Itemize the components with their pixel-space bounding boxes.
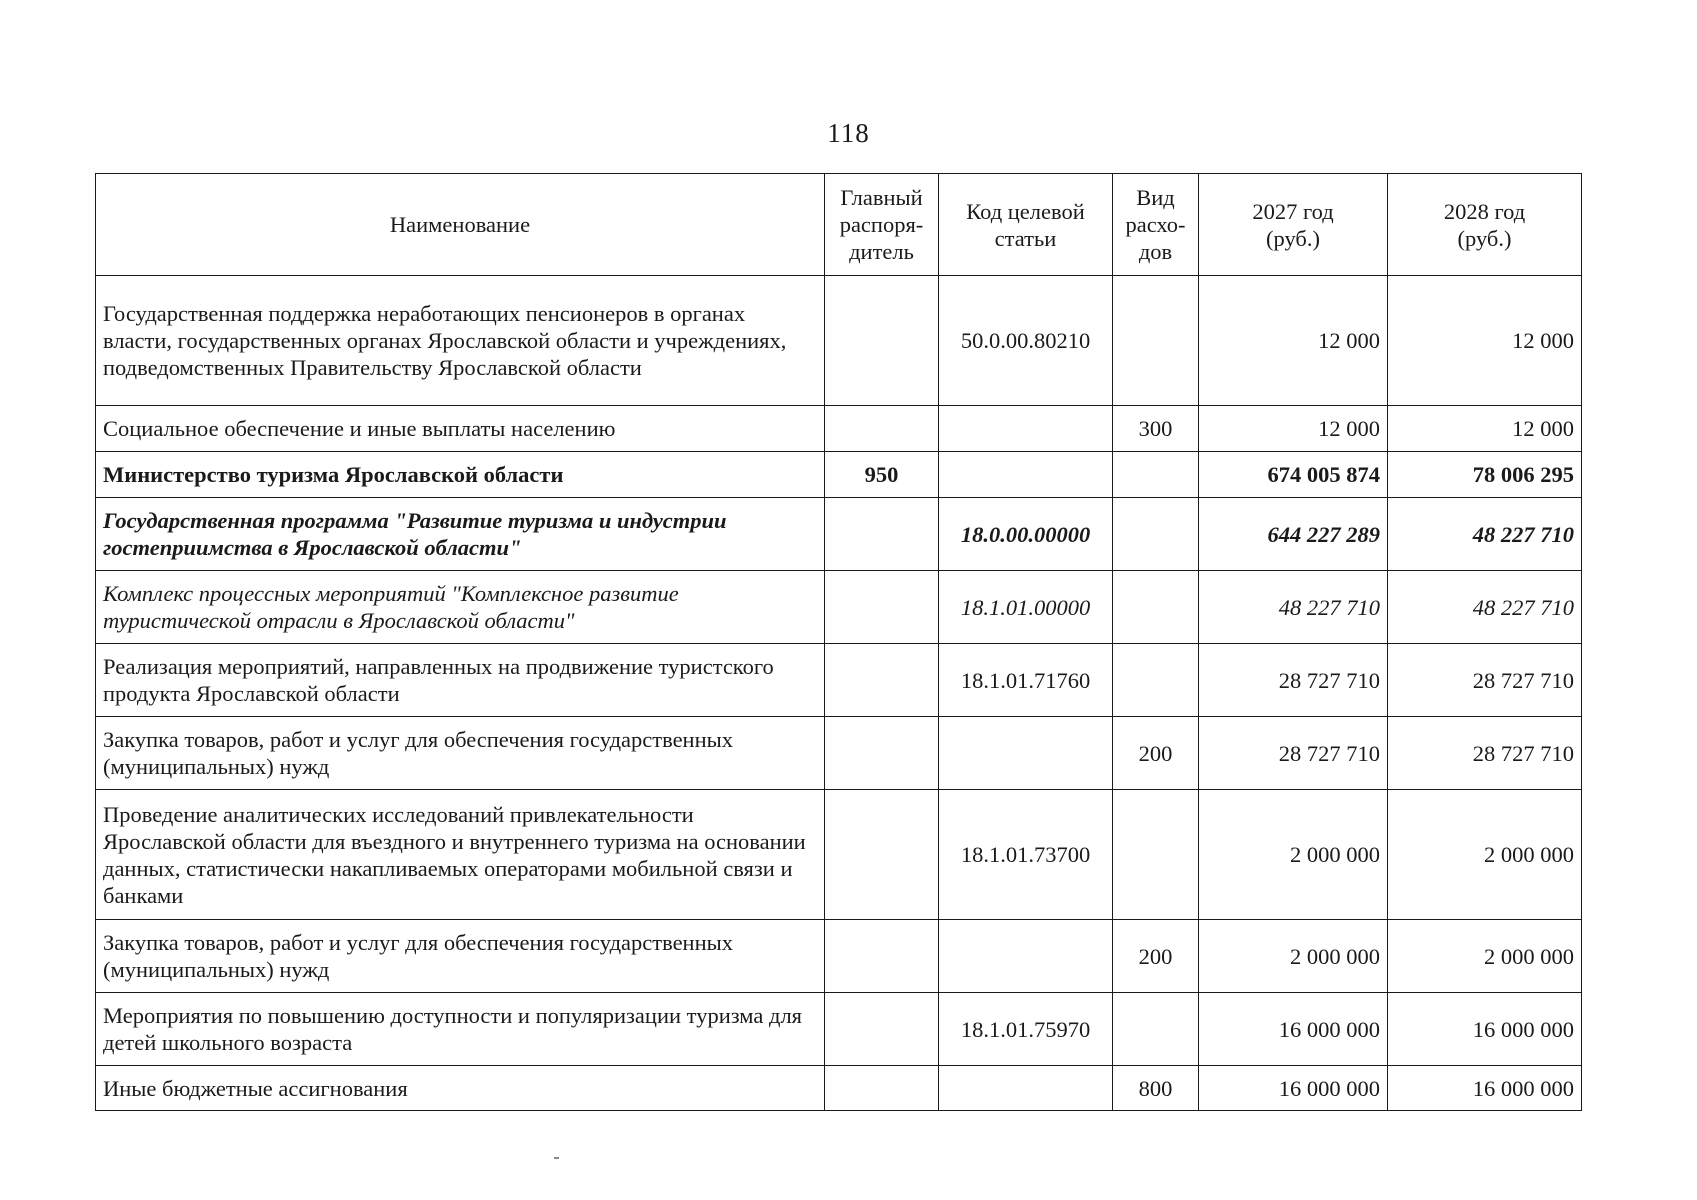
table-row — [96, 717, 1582, 790]
page-number: 118 — [827, 118, 870, 148]
table-row — [96, 1066, 1582, 1111]
row-2028: 16 000 000 — [1388, 1066, 1582, 1111]
scan-speck — [554, 1157, 559, 1159]
row-code: 18.1.01.75970 — [939, 993, 1113, 1066]
row-name: Иные бюджетные ассигнования — [96, 1066, 825, 1111]
table-header-row — [96, 174, 1582, 276]
row-code: 18.0.00.00000 — [939, 498, 1113, 571]
row-type: 800 — [1113, 1066, 1199, 1111]
row-manager — [825, 498, 939, 571]
row-code — [939, 452, 1113, 498]
row-2027: 2 000 000 — [1199, 790, 1388, 920]
row-type — [1113, 498, 1199, 571]
header-year-2027: 2027 год (руб.) — [1199, 174, 1388, 276]
row-2027: 12 000 — [1199, 276, 1388, 406]
header-expense-type: Вид расхо- дов — [1113, 174, 1199, 276]
row-manager: 950 — [825, 452, 939, 498]
row-manager — [825, 644, 939, 717]
header-target-code: Код целевой статьи — [939, 174, 1113, 276]
table-row — [96, 993, 1582, 1066]
row-2028: 16 000 000 — [1388, 993, 1582, 1066]
row-manager — [825, 276, 939, 406]
row-code — [939, 406, 1113, 452]
header-main-manager: Главный распоря- дитель — [825, 174, 939, 276]
table-row — [96, 276, 1582, 406]
row-type — [1113, 790, 1199, 920]
row-name: Комплекс процессных мероприятий "Комплексное развитие туристической отрасли в Ярославской области" — [96, 571, 825, 644]
row-manager — [825, 571, 939, 644]
table-row — [96, 452, 1582, 498]
table-row — [96, 920, 1582, 993]
table-row — [96, 498, 1582, 571]
row-2028: 78 006 295 — [1388, 452, 1582, 498]
table-row — [96, 571, 1582, 644]
row-code — [939, 920, 1113, 993]
row-name: Государственная поддержка неработающих пенсионеров в органах власти, государственных органах Ярославской области и учреждениях, подведомственных Правительству Ярославской области — [96, 276, 825, 406]
row-2027: 48 227 710 — [1199, 571, 1388, 644]
row-name: Мероприятия по повышению доступности и популяризации туризма для детей школьного возраста — [96, 993, 825, 1066]
row-2027: 674 005 874 — [1199, 452, 1388, 498]
row-name: Министерство туризма Ярославской области — [96, 452, 825, 498]
row-2028: 48 227 710 — [1388, 571, 1582, 644]
row-2027: 12 000 — [1199, 406, 1388, 452]
row-type: 300 — [1113, 406, 1199, 452]
row-manager — [825, 790, 939, 920]
row-2028: 12 000 — [1388, 276, 1582, 406]
row-type — [1113, 644, 1199, 717]
row-name: Государственная программа "Развитие туризма и индустрии гостеприимства в Ярославской области" — [96, 498, 825, 571]
row-2027: 644 227 289 — [1199, 498, 1388, 571]
row-2028: 2 000 000 — [1388, 920, 1582, 993]
row-type — [1113, 571, 1199, 644]
row-manager — [825, 406, 939, 452]
row-2028: 28 727 710 — [1388, 644, 1582, 717]
row-2028: 28 727 710 — [1388, 717, 1582, 790]
row-type — [1113, 452, 1199, 498]
table-row — [96, 406, 1582, 452]
row-2027: 28 727 710 — [1199, 717, 1388, 790]
row-manager — [825, 717, 939, 790]
row-2028: 48 227 710 — [1388, 498, 1582, 571]
row-2027: 2 000 000 — [1199, 920, 1388, 993]
row-type: 200 — [1113, 717, 1199, 790]
row-2027: 16 000 000 — [1199, 1066, 1388, 1111]
table-row — [96, 644, 1582, 717]
row-manager — [825, 1066, 939, 1111]
row-type — [1113, 993, 1199, 1066]
row-name: Социальное обеспечение и иные выплаты населению — [96, 406, 825, 452]
row-2027: 28 727 710 — [1199, 644, 1388, 717]
row-type: 200 — [1113, 920, 1199, 993]
row-name: Закупка товаров, работ и услуг для обеспечения государственных (муниципальных) нужд — [96, 717, 825, 790]
row-code: 50.0.00.80210 — [939, 276, 1113, 406]
row-code: 18.1.01.73700 — [939, 790, 1113, 920]
row-type — [1113, 276, 1199, 406]
row-code — [939, 1066, 1113, 1111]
row-name: Проведение аналитических исследований привлекательности Ярославской области для въездного и внутреннего туризма на основании данных, статистически накапливаемых операторами мобильной связи и банками — [96, 790, 825, 920]
row-manager — [825, 993, 939, 1066]
table-row — [96, 790, 1582, 920]
row-code: 18.1.01.00000 — [939, 571, 1113, 644]
row-name: Закупка товаров, работ и услуг для обеспечения государственных (муниципальных) нужд — [96, 920, 825, 993]
row-manager — [825, 920, 939, 993]
row-2028: 2 000 000 — [1388, 790, 1582, 920]
row-name: Реализация мероприятий, направленных на продвижение туристского продукта Ярославской области — [96, 644, 825, 717]
header-year-2028: 2028 год (руб.) — [1388, 174, 1582, 276]
row-code — [939, 717, 1113, 790]
budget-table — [95, 173, 1582, 1111]
row-code: 18.1.01.71760 — [939, 644, 1113, 717]
header-name: Наименование — [96, 174, 825, 276]
row-2028: 12 000 — [1388, 406, 1582, 452]
row-2027: 16 000 000 — [1199, 993, 1388, 1066]
